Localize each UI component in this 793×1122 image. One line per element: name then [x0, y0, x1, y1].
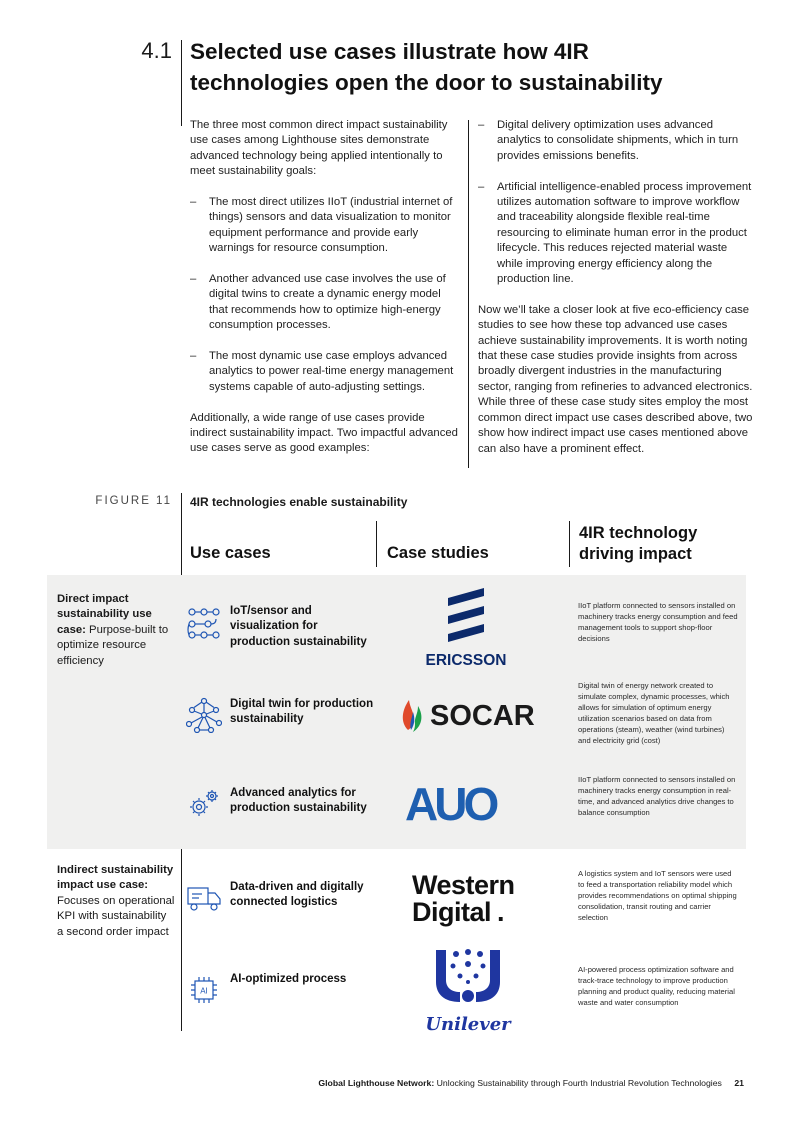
list-item-text: Another advanced use case involves the use of digital twins to create a dynamic energy model that recommends how to optimize high-energy consumption processes.: [209, 273, 446, 332]
list-item: [478, 180, 753, 288]
category-direct-title: Direct impact sustainability use case:: [57, 593, 152, 636]
use-case-iot: [186, 604, 376, 648]
closing-paragraph: Now we’ll take a closer look at five eco-efficiency case studies to see how these top advanced use cases achieve sustainability improvements. It is worth noting that these case studies provide insights from across broadly divergent industries in the manufacturing sector, ranging from refineries to advanced electronics. While three of these case study sites employ the most common direct impact use cases described above, two show how indirect impact use cases mentioned above can also have a prominent effect.: [478, 303, 753, 455]
footer-title: Unlocking Sustainability through Fourth Industrial Revolution Technologies: [436, 1078, 722, 1088]
socar-wordmark: SOCAR: [430, 700, 535, 732]
use-case-digital-twin: [186, 697, 376, 737]
wd-wordmark-line2: Digital: [412, 897, 492, 927]
wd-wordmark-dot: .: [497, 897, 505, 927]
ericsson-wordmark: ERICSSON: [425, 652, 507, 668]
header-tech-impact: [579, 523, 749, 565]
list-item-text: The most dynamic use case employs advanced analytics to power real-time energy management systems capable of auto-adjusting settings.: [209, 350, 454, 393]
header-case-studies: Case studies: [387, 544, 489, 562]
category-indirect-desc: Focuses on operational KPI with sustainability a second order impact: [57, 894, 175, 938]
tech-impact-text: IIoT platform connected to sensors installed on machinery tracks energy consumption and feed management tools to support shop-floor decisions: [578, 601, 738, 643]
header-tech-line2: driving impact: [579, 545, 692, 563]
page-title-line1: Selected use cases illustrate how 4IR: [190, 39, 589, 64]
page-title: [190, 36, 750, 98]
bullet-dash: –: [478, 119, 485, 131]
footer-publication: Global Lighthouse Network:: [318, 1078, 435, 1088]
auo-wordmark: AUO: [405, 780, 496, 824]
ericsson-logo: [418, 586, 514, 668]
header-divider: [376, 521, 377, 567]
body-column-right: [478, 118, 753, 472]
header-use-cases: Use cases: [190, 544, 271, 562]
unilever-wordmark: Unilever: [425, 1014, 511, 1034]
header-tech-line1: 4IR technology: [579, 524, 698, 542]
page-number: 21: [734, 1078, 744, 1088]
category-indirect-title: Indirect sustainability impact use case:: [57, 864, 174, 892]
list-item-text: Artificial intelligence-enabled process improvement utilizes automation software to improve workflow and traceability alongside flexible real-time resourcing to eliminate human error in the product lifecycle. This reduces rejected material waste while improving energy efficiency along the production line.: [497, 180, 752, 286]
tech-impact-text: Digital twin of energy network created to simulate complex, dynamic processes, which allows for simulation of optimum energy utilization scenarios based on data from operations (steam), weather (wind turbines) and electricity grid (cost): [578, 681, 730, 745]
figure-title: 4IR technologies enable sustainability: [190, 495, 408, 509]
auo-logo: [405, 780, 531, 824]
gears-icon: [186, 786, 222, 822]
use-case-label: Advanced analytics for production sustainability: [230, 787, 367, 815]
use-case-label: Digital twin for production sustainability: [230, 698, 374, 726]
use-case-analytics: [186, 786, 376, 826]
figure-label: FIGURE 11: [95, 495, 172, 507]
use-case-label: AI-optimized process: [230, 973, 347, 985]
category-direct-desc: Purpose-built to optimize resource efficiency: [57, 623, 169, 667]
category-direct-impact: [57, 592, 175, 669]
list-item: [190, 349, 462, 395]
section-number: 4.1: [141, 38, 172, 63]
tech-impact-text: AI-powered process optimization software and track-trace technology to improve production planning and product quality, reducing material waste and water consumption: [578, 965, 735, 1007]
column-divider: [468, 120, 469, 468]
bullet-dash: –: [478, 180, 485, 193]
bullet-dash: –: [190, 350, 197, 363]
list-item-text: Digital delivery optimization uses advanced analytics to consolidate shipments, which in turn provides emissions benefits.: [497, 119, 739, 162]
sensor-network-icon: [186, 604, 222, 640]
bullet-dash: –: [190, 196, 197, 209]
bullet-dash: –: [190, 273, 197, 286]
intro-paragraph: The three most common direct impact sustainability use cases among Lighthouse sites demonstrate advanced technology being applied intentionally to meet sustainability goals:: [190, 119, 448, 178]
page-title-line2: technologies open the door to sustainability: [190, 70, 663, 95]
ai-chip-label: AI: [200, 986, 208, 996]
body-column-left: [190, 118, 462, 472]
header-divider: [569, 521, 570, 567]
western-digital-logo: [410, 868, 536, 932]
section-rule: [181, 40, 182, 126]
socar-logo: [400, 690, 536, 734]
category-indirect-impact: [57, 863, 175, 940]
tech-impact-text: A logistics system and IoT sensors were used to feed a transportation reliability model which provides recommendations on optimal shipping consolidation, transit routing and carrier selection: [578, 869, 737, 922]
list-item-text: The most direct utilizes IIoT (industrial internet of things) sensors and data visualization to monitor equipment performance and provide early warnings for resource consumption.: [209, 196, 453, 255]
list-item: [190, 195, 462, 257]
unilever-logo: [420, 944, 516, 1034]
use-case-ai: [186, 972, 376, 1012]
network-nodes-icon: [186, 697, 222, 733]
use-case-label: IoT/sensor and visualization for production sustainability: [230, 605, 367, 648]
outro-paragraph: Additionally, a wide range of use cases provide indirect sustainability impact. Two impactful advanced use cases serve as good examples:: [190, 411, 458, 455]
wd-wordmark-line1: Western: [412, 870, 515, 900]
delivery-truck-icon: [186, 880, 222, 916]
tech-impact-text: IIoT platform connected to sensors installed on machinery tracks energy consumption in real-time, and advanced analytics drive changes to balance consumption: [578, 775, 736, 817]
list-item: [190, 272, 462, 334]
use-case-label: Data-driven and digitally connected logistics: [230, 881, 364, 909]
list-item: [478, 118, 753, 164]
page-footer: [180, 1078, 744, 1088]
ai-chip-icon: [186, 972, 222, 1008]
use-case-logistics: [186, 880, 376, 920]
